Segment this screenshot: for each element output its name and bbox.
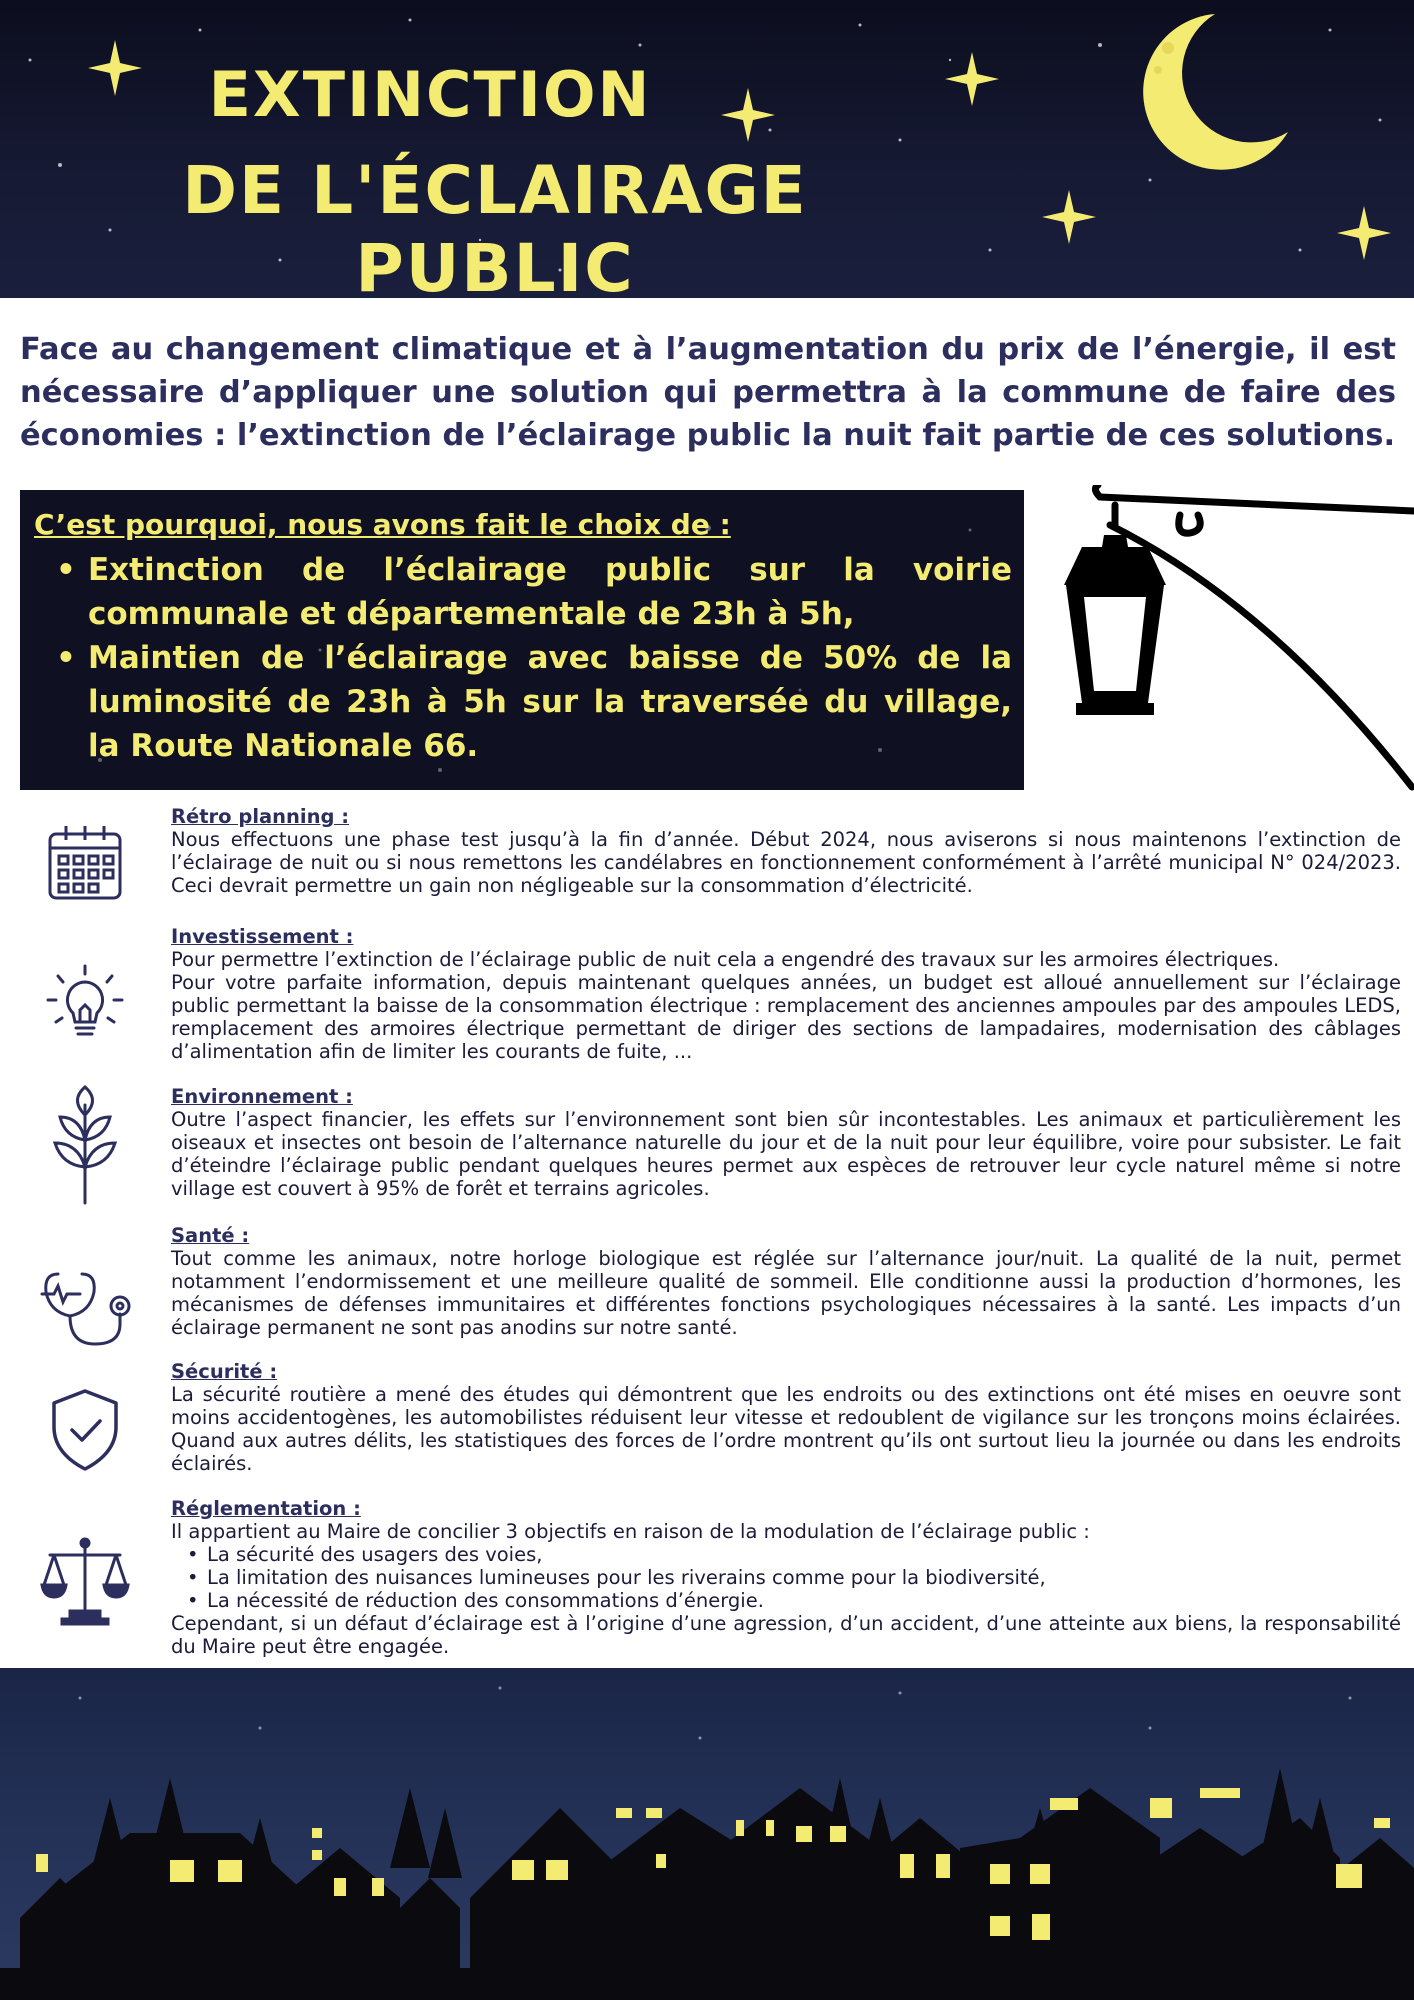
calendar-icon (40, 820, 130, 910)
scales-icon (40, 1537, 130, 1627)
section-text (171, 1085, 1401, 1200)
page-title-line1: EXTINCTION (208, 58, 652, 131)
list-item: • La sécurité des usagers des voies, (171, 1543, 1401, 1566)
list-item: • La limitation des nuisances lumineuses pour les riverains comme pour la biodiversité, (171, 1566, 1401, 1589)
intro-paragraph: Face au changement climatique et à l’augmentation du prix de l’énergie, il est nécessaire d’appliquer une solution qui permettra à la commune de faire des économies : l’extinction de l’éclairage public la nuit fait partie de ces solutions. (20, 332, 1396, 453)
reglementation-list (171, 1543, 1401, 1612)
page-title-line2: DE L'ÉCLAIRAGE PUBLIC (182, 152, 808, 298)
section-text (171, 925, 1401, 1063)
village-night-illustration (0, 1668, 1414, 2000)
section-body: Pour votre parfaite information, depuis maintenant quelques années, un budget est alloué annuellement sur l’éclairage public permettant la baisse de la consommation électrique : remplacement des anciennes ampoules par des ampoules LEDS, remplacement des armoires électrique permettant de diriger des sections de lampadaires, modernisation des câblages d’alimentation afin de limiter les courants de fuite, ... (171, 971, 1401, 1063)
section-text (171, 1224, 1401, 1339)
section-heading: Réglementation : (171, 1497, 361, 1520)
list-item: • La nécessité de réduction des consommations d’énergie. (171, 1589, 1401, 1612)
section-heading: Sécurité : (171, 1360, 278, 1383)
lightbulb-icon (40, 960, 130, 1050)
section-text (171, 1360, 1401, 1475)
section-body: Il appartient au Maire de concilier 3 objectifs en raison de la modulation de l’éclairage public : (171, 1520, 1090, 1543)
section-body: Outre l’aspect financier, les effets sur l’environnement sont bien sûr incontestables. Les animaux et particulièrement les oiseaux et insectes ont besoin de l’alternance naturelle du jour et de la nuit pour leur équilibre, voire pour subsister. Le fait d’éteindre l’éclairage public pendant quelques heures permet aux espèces de retrouver leur cycle naturel même si notre village est couvert à 95% de forêt et terrains agricoles. (171, 1108, 1401, 1200)
shield-check-icon (40, 1385, 130, 1475)
choice-list (34, 548, 1012, 768)
sparkle-icon (1337, 206, 1391, 260)
section-heading: Santé : (171, 1224, 250, 1247)
choice-heading: C’est pourquoi, nous avons fait le choix de : (34, 508, 731, 541)
choice-item: • Extinction de l’éclairage public sur la voirie communale et départementale de 23h à 5h, (34, 548, 1012, 636)
section-heading: Rétro planning : (171, 805, 350, 828)
section-body: La sécurité routière a mené des études qui démontrent que les endroits ou des extinctions ont été mises en oeuvre sont moins accidentogènes, les automobilistes réduisent leur vitesse et redoublent de vigilance sur les tronçons moins éclairées. Quand aux autres délits, les statistiques des forces de l’ordre montrent qu’ils ont surtout lieu la journée ou dans les endroits éclairés. (171, 1383, 1401, 1475)
sparkle-icon (945, 52, 999, 106)
section-body: Tout comme les animaux, notre horloge biologique est réglée sur l’alternance jour/nuit. La qualité de la nuit, permet notamment l’endormissement et une meilleure qualité de sommeil. Elle conditionne aussi la production d’hormones, les mécanismes de défenses immunitaires et différentes fonctions psychologiques nécessaires à la santé. Les impacts d’un éclairage permanent ne sont pas anodins sur notre santé. (171, 1247, 1401, 1339)
stethoscope-icon (40, 1244, 140, 1354)
sparkle-icon (1042, 190, 1096, 244)
street-lamp-icon (1040, 485, 1414, 795)
choice-item: • Maintien de l’éclairage avec baisse de 50% de la luminosité de 23h à 5h sur la traversée du village, la Route Nationale 66. (34, 636, 1012, 768)
section-text (171, 805, 1401, 897)
plant-icon (40, 1085, 130, 1205)
section-body: Nous effectuons une phase test jusqu’à la fin d’année. Début 2024, nous aviserons si nous maintenons l’extinction de l’éclairage de nuit ou si nous remettons les candélabres en fonctionnement conformément à l’arrêté municipal N° 024/2023. Ceci devrait permettre un gain non négligeable sur la consommation d’électricité. (171, 828, 1401, 897)
crescent-moon-icon (1143, 14, 1288, 170)
choice-box (20, 490, 1024, 790)
section-text (171, 1497, 1401, 1658)
section-body: Pour permettre l’extinction de l’éclairage public de nuit cela a engendré des travaux sur les armoires électriques. (171, 948, 1280, 971)
section-heading: Investissement : (171, 925, 354, 948)
village-silhouette (0, 1668, 1414, 2000)
section-heading: Environnement : (171, 1085, 353, 1108)
section-body: Cependant, si un défaut d’éclairage est à l’origine d’une agression, d’un accident, d’une atteinte aux biens, la responsabilité du Maire peut être engagée. (171, 1612, 1401, 1658)
header-banner (0, 0, 1414, 298)
